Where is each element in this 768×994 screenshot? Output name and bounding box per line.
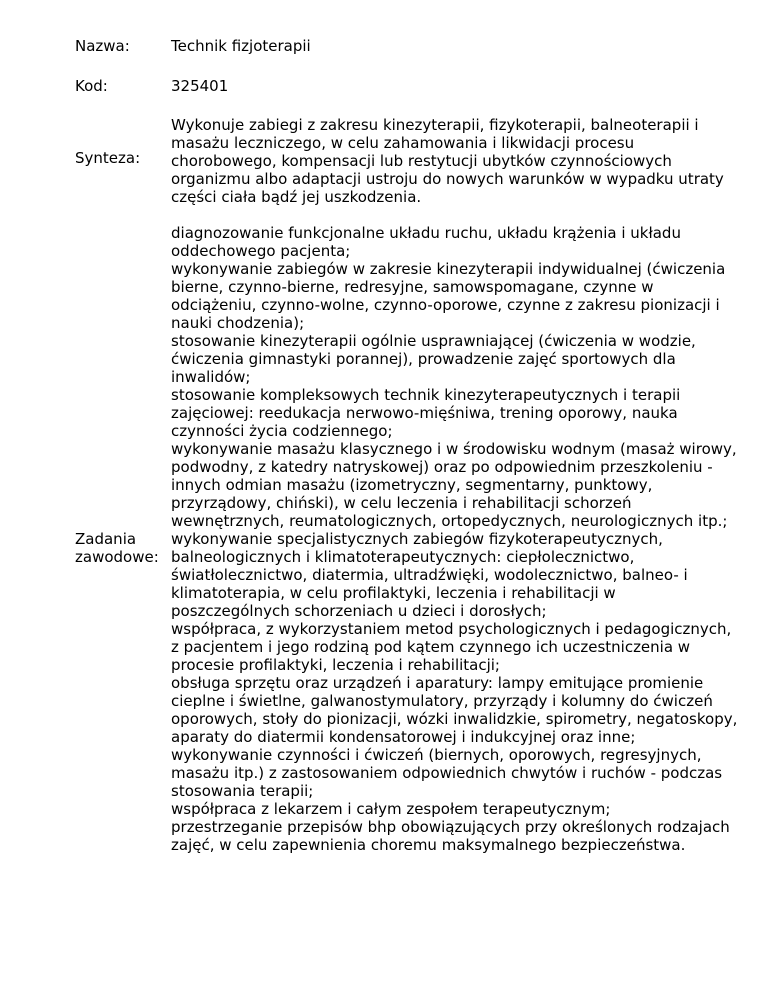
task-item: diagnozowanie funkcjonalne układu ruchu, układu krążenia i układu oddechowego pacjenta; — [171, 224, 681, 260]
task-item: wykonywanie zabiegów w zakresie kinezyterapii indywidualnej (ćwiczenia bierne, czynno-bierne, redresyjne, samowspomagane, czynne w odciążeniu, czynno-wolne, czynno-oporowe, czynne z zakresu pionizacji i nauki chodzenia); — [171, 260, 726, 332]
label-zadania: Zadania zawodowe: — [75, 530, 159, 566]
value-kod: 325401 — [171, 77, 229, 95]
row-kod — [0, 77, 768, 95]
row-zadania — [0, 224, 768, 874]
task-item: współpraca, z wykorzystaniem metod psychologicznych i pedagogicznych, z pacjentem i jego rodziną pod kątem czynnego ich uczestniczenia w procesie profilaktyki, leczenia i rehabilitacji; — [171, 620, 732, 674]
task-item: stosowanie kinezyterapii ogólnie usprawniającej (ćwiczenia w wodzie, ćwiczenia gimnastyki porannej), prowadzenie zajęć sportowych dla inwalidów; — [171, 332, 696, 386]
label-synteza: Synteza: — [75, 149, 141, 167]
task-item: wykonywanie czynności i ćwiczeń (biernych, oporowych, regresyjnych, masażu itp.) z zastosowaniem odpowiednich chwytów i ruchów - podczas stosowania terapii; — [171, 746, 723, 800]
label-kod: Kod: — [75, 77, 108, 95]
task-list — [171, 224, 739, 854]
task-item: wykonywanie masażu klasycznego i w środowisku wodnym (masaż wirowy, podwodny, z katedry natryskowej) oraz po odpowiednim przeszkoleniu - innych odmian masażu (izometryczny, segmentarny, punktowy, przyrządowy, chiński), w celu leczenia i rehabilitacji schorzeń wewnętrznych, reumatologicznych, ortopedycznych, neurologicznych itp.; — [171, 440, 737, 530]
task-item: przestrzeganie przepisów bhp obowiązujących przy określonych rodzajach zajęć, w celu zapewnienia choremu maksymalnego bezpieczeństwa. — [171, 818, 730, 854]
task-item: obsługa sprzętu oraz urządzeń i aparatury: lampy emitujące promienie cieplne i świetlne, galwanostymulatory, przyrządy i kolumny do ćwiczeń oporowych, stoły do pionizacji, wózki inwalidzkie, spirometry, negatoskopy, aparaty do diatermii kondensatorowej i indukcyjnej oraz inne; — [171, 674, 738, 746]
row-synteza — [0, 116, 768, 206]
row-nazwa — [0, 37, 768, 55]
task-item: stosowanie kompleksowych technik kinezyterapeutycznych i terapii zajęciowej: reedukacja nerwowo-mięśniwa, trening oporowy, nauka czynności życia codziennego; — [171, 386, 681, 440]
label-nazwa: Nazwa: — [75, 37, 130, 55]
task-item: wykonywanie specjalistycznych zabiegów fizykoterapeutycznych, balneologicznych i klimatoterapeutycznych: ciepłolecznictwo, światłolecznictwo, diatermia, ultradźwięki, wodolecznictwo, balneo- i klimatoterapia, w celu profilaktyki, leczenia i rehabilitacji w poszczególnych schorzeniach u dzieci i dorosłych; — [171, 530, 688, 620]
task-item: współpraca z lekarzem i całym zespołem terapeutycznym; — [171, 800, 611, 818]
value-synteza: Wykonuje zabiegi z zakresu kinezyterapii, fizykoterapii, balneoterapii i masażu leczniczego, w celu zahamowania i likwidacji procesu chorobowego, kompensacji lub restytucji ubytków czynnościowych organizmu albo adaptacji ustroju do nowych warunków w wypadku utraty części ciała bądź jej uszkodzenia. — [171, 116, 724, 206]
value-nazwa: Technik fizjoterapii — [171, 37, 311, 55]
